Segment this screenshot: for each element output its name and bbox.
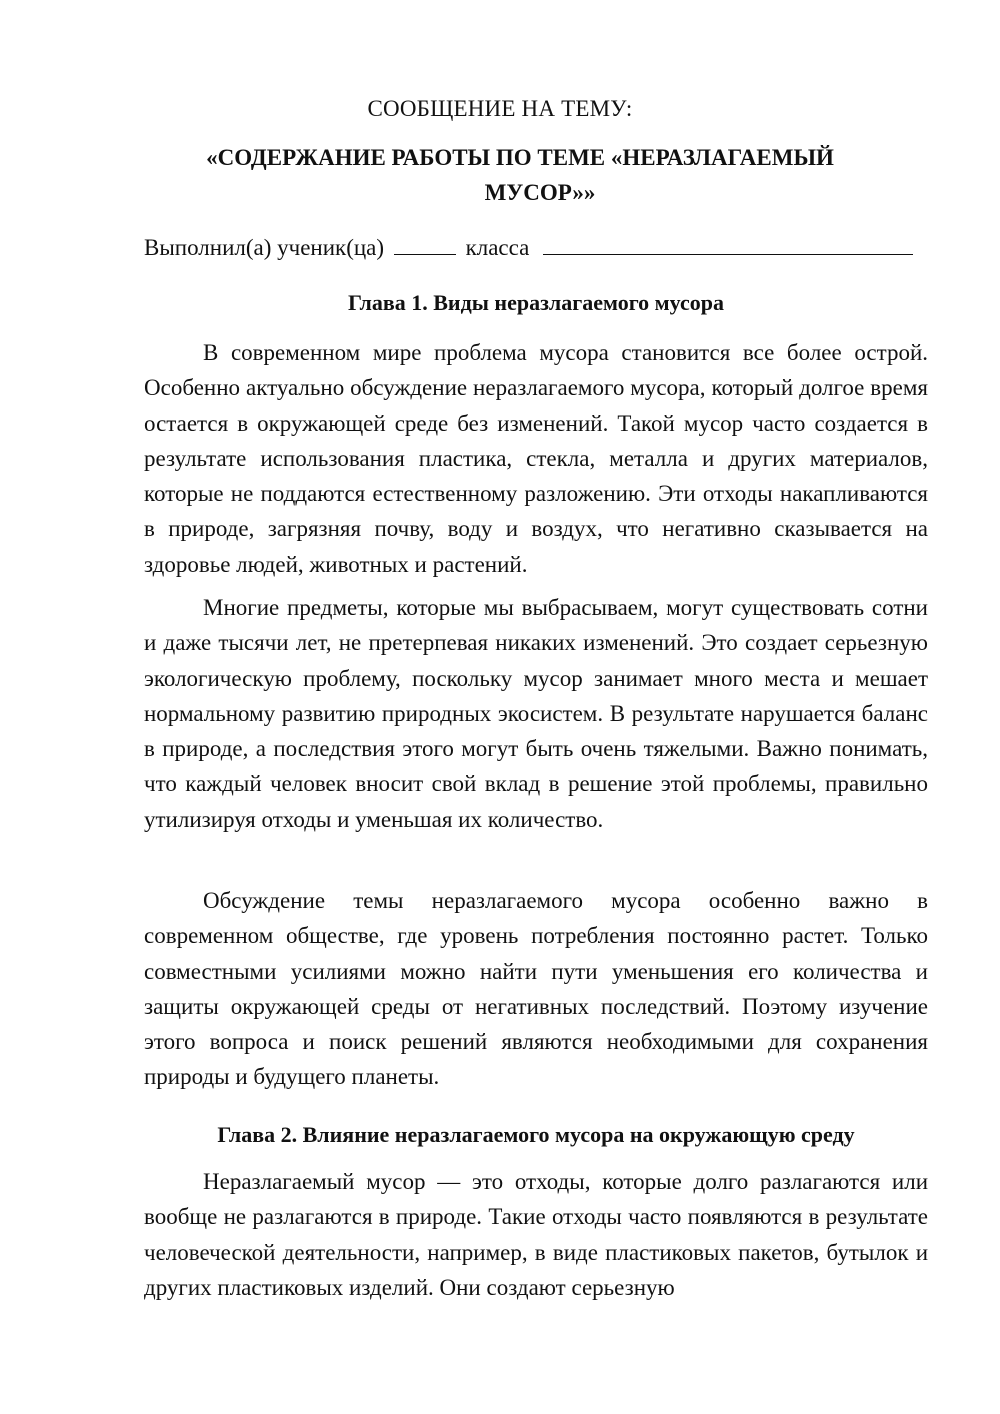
document-title-line-1: СООБЩЕНИЕ НА ТЕМУ:	[367, 96, 633, 121]
chapter-2-paragraph-1: Неразлагаемый мусор — это отходы, которые долго разлагаются или вообще не разлагаются в природе. Такие отходы часто появляются в результате человеческой деятельности, например, в виде пластиковых пакетов, бутылок и других пластиковых изделий. Они создают серьезную	[144, 1169, 928, 1300]
chapter-1-paragraph-1: В современном мире проблема мусора становится все более острой. Особенно актуально обсуждение неразлагаемого мусора, который долгое время остается в окружающей среде без изменений. Такой мусор часто создается в результате использования пластика, стекла, металла и других материалов, которые не поддаются естественному разложению. Эти отходы накапливаются в природе, загрязняя почву, воду и воздух, что негативно сказывается на здоровье людей, животных и растений.	[144, 340, 928, 577]
document-title-line-2: «СОДЕРЖАНИЕ РАБОТЫ ПО ТЕМЕ «НЕРАЗЛАГАЕМЫЙ	[206, 145, 834, 170]
chapter-1-paragraph-3: Обсуждение темы неразлагаемого мусора особенно важно в современном обществе, где уровень потребления постоянно растет. Только совместными усилиями можно найти пути уменьшения его количества и защиты окружающей среды от негативных последствий. Поэтому изучение этого вопроса и поиск решений являются необходимыми для сохранения природы и будущего планеты.	[144, 888, 928, 1090]
chapter-1-paragraph-2: Многие предметы, которые мы выбрасываем, могут существовать сотни и даже тысячи лет, не претерпевая никаких изменений. Это создает серьезную экологическую проблему, поскольку мусор занимает много места и мешает нормальному развитию природных экосистем. В результате нарушается баланс в природе, а последствия этого могут быть очень тяжелыми. Важно понимать, что каждый человек вносит свой вклад в решение этой проблемы, правильно утилизируя отходы и уменьшая их количество.	[144, 595, 928, 832]
chapter-2-heading: Глава 2. Влияние неразлагаемого мусора на окружающую среду	[217, 1122, 855, 1147]
class-label: класса	[465, 235, 530, 260]
author-label: Выполнил(а) ученик(ца)	[144, 235, 385, 260]
student-name-blank	[543, 232, 913, 255]
chapter-1-heading: Глава 1. Виды неразлагаемого мусора	[348, 290, 724, 315]
class-number-blank	[394, 232, 456, 255]
document-title-line-3: МУСОР»»	[484, 180, 596, 205]
author-line	[144, 232, 934, 263]
